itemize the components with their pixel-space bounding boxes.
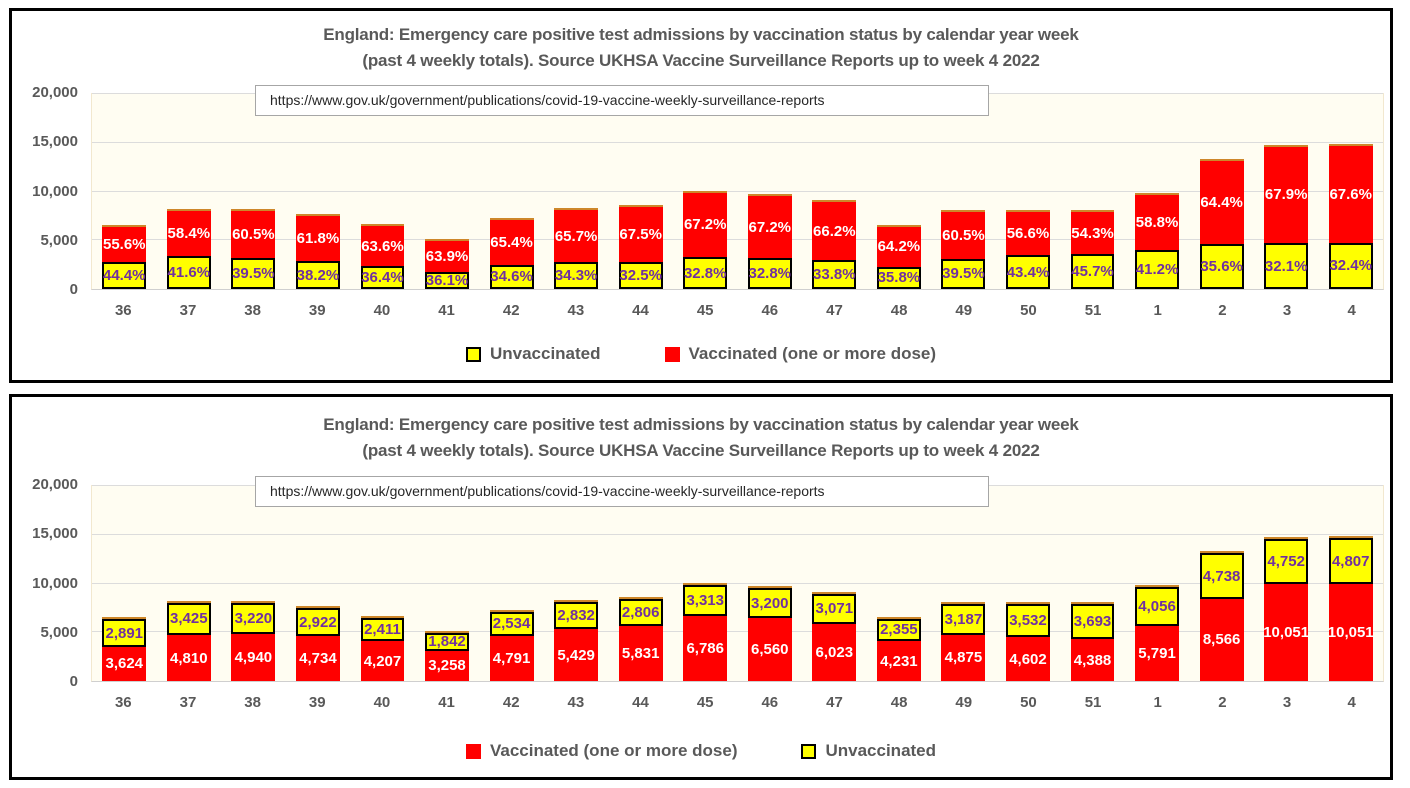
bar-week-42 — [490, 218, 534, 289]
bar-week-39 — [296, 214, 340, 289]
segment-vaccinated — [490, 636, 534, 681]
y-tick-label: 15,000 — [32, 525, 78, 543]
bar-label: 44.4% — [102, 266, 146, 284]
bar-label: 60.5% — [232, 226, 275, 244]
segment-vaccinated — [683, 616, 727, 681]
legend-item-vaccinated — [466, 741, 738, 761]
plot-area — [91, 485, 1384, 682]
segment-vaccinated — [1006, 212, 1050, 256]
bar-label: 63.6% — [361, 237, 404, 255]
x-tick-label: 45 — [696, 694, 714, 711]
bar-week-49 — [941, 602, 985, 681]
bar-label: 32.1% — [1264, 257, 1308, 275]
bar-label: 39.5% — [232, 265, 275, 283]
bar-week-50 — [1006, 210, 1050, 289]
segment-vaccinated — [361, 226, 405, 266]
x-axis — [91, 694, 1384, 714]
bar-label: 36.4% — [361, 269, 404, 287]
segment-unvaccinated — [1006, 255, 1050, 289]
bar-label: 5,831 — [621, 644, 660, 662]
segment-vaccinated — [1200, 599, 1244, 681]
bar-label: 64.2% — [877, 238, 921, 256]
bar-week-50 — [1006, 602, 1050, 681]
bar-label: 54.3% — [1071, 224, 1114, 242]
bar-label: 67.2% — [683, 216, 727, 234]
x-tick-label: 50 — [1020, 694, 1037, 711]
segment-unvaccinated — [425, 272, 469, 289]
y-tick-label: 10,000 — [32, 182, 78, 200]
gridline — [92, 631, 1383, 632]
bar-label: 45.7% — [1071, 262, 1114, 280]
bar-label: 6,786 — [686, 640, 724, 658]
y-tick-label: 5,000 — [40, 623, 78, 641]
segment-vaccinated — [554, 210, 598, 262]
segment-vaccinated — [167, 211, 211, 257]
segment-vaccinated — [231, 634, 275, 681]
segment-unvaccinated — [1135, 587, 1179, 626]
x-tick-label: 38 — [244, 302, 261, 319]
chart-title-line1: England: Emergency care positive test admissions by vaccination status by calendar year week — [323, 415, 1079, 434]
gridline — [92, 583, 1383, 584]
bar-week-36 — [102, 617, 146, 681]
segment-vaccinated — [812, 202, 856, 259]
legend-item-vaccinated — [665, 344, 937, 364]
segment-vaccinated — [167, 635, 211, 681]
legend-label: Vaccinated (one or more dose) — [688, 344, 937, 363]
bar-week-41 — [425, 631, 469, 681]
legend-swatch — [801, 744, 816, 759]
x-tick-label: 46 — [761, 302, 779, 319]
chart-title-line2: (past 4 weekly totals). Source UKHSA Vaccine Surveillance Reports up to week 4 2022 — [362, 441, 1040, 461]
segment-unvaccinated — [877, 267, 921, 289]
source-url-box: https://www.gov.uk/government/publications/covid-19-vaccine-weekly-surveillance-reports — [255, 476, 989, 507]
bar-label: 10,051 — [1263, 624, 1310, 642]
bar-week-48 — [877, 225, 921, 289]
segment-unvaccinated — [1071, 254, 1115, 289]
bar-label: 5,791 — [1138, 644, 1176, 662]
bar-week-36 — [102, 225, 146, 289]
segment-vaccinated — [231, 211, 275, 258]
legend-item-unvaccinated — [801, 741, 936, 761]
bar-label: 4,807 — [1331, 552, 1370, 570]
bar-week-46 — [748, 586, 792, 681]
bar-label: 3,624 — [105, 655, 144, 673]
segment-vaccinated — [619, 626, 663, 681]
y-tick-label: 15,000 — [32, 133, 78, 151]
segment-vaccinated — [812, 624, 856, 681]
legend-swatch — [466, 744, 481, 759]
x-tick-label: 42 — [502, 694, 520, 711]
bar-label: 2,534 — [492, 615, 531, 633]
bar-label: 4,734 — [299, 650, 337, 668]
bar-week-44 — [619, 597, 663, 681]
segment-vaccinated — [296, 636, 340, 681]
bar-label: 64.4% — [1200, 193, 1243, 211]
segment-unvaccinated — [296, 261, 340, 289]
x-tick-label: 39 — [308, 694, 326, 711]
bar-label: 34.3% — [554, 267, 598, 285]
bar-label: 36.1% — [425, 271, 469, 289]
bar-week-44 — [619, 205, 663, 289]
x-tick-label: 43 — [567, 302, 585, 319]
segment-vaccinated — [748, 618, 792, 681]
bar-label: 34.6% — [490, 268, 533, 286]
segment-unvaccinated — [941, 259, 985, 289]
bar-label: 3,313 — [686, 591, 724, 609]
chart-title-line1: England: Emergency care positive test admissions by vaccination status by calendar year week — [323, 25, 1079, 44]
gridline — [92, 142, 1383, 143]
bar-week-43 — [554, 600, 598, 681]
bar-label: 3,071 — [815, 600, 854, 618]
bar-label: 58.4% — [167, 225, 211, 243]
segment-unvaccinated — [361, 266, 405, 289]
segment-vaccinated — [361, 641, 405, 681]
bar-week-40 — [361, 616, 405, 681]
bar-week-45 — [683, 583, 727, 681]
bar-label: 3,258 — [428, 657, 466, 675]
segment-vaccinated — [102, 647, 146, 681]
y-tick-label: 5,000 — [40, 231, 78, 249]
segment-vaccinated — [296, 216, 340, 261]
x-tick-label: 40 — [373, 302, 391, 319]
segment-unvaccinated — [1329, 538, 1373, 584]
y-tick-label: 0 — [69, 673, 78, 690]
x-tick-label: 3 — [1282, 302, 1292, 319]
bar-label: 32.4% — [1329, 257, 1372, 275]
plot-area — [91, 93, 1384, 290]
x-tick-label: 40 — [373, 694, 391, 711]
bar-label: 4,207 — [363, 652, 402, 670]
segment-unvaccinated — [748, 258, 792, 289]
segment-vaccinated — [425, 241, 469, 271]
bar-label: 4,056 — [1138, 597, 1176, 615]
bar-week-47 — [812, 200, 856, 289]
x-tick-label: 1 — [1153, 302, 1162, 319]
bar-label: 66.2% — [813, 222, 856, 240]
segment-vaccinated — [1135, 195, 1179, 250]
bar-label: 41.6% — [167, 264, 211, 282]
x-tick-label: 3 — [1282, 694, 1292, 711]
segment-unvaccinated — [1329, 243, 1373, 289]
bar-label: 56.6% — [1006, 225, 1050, 243]
bar-label: 1,842 — [428, 633, 466, 651]
bar-label: 2,806 — [621, 603, 660, 621]
bar-label: 2,832 — [557, 607, 595, 625]
segment-unvaccinated — [490, 612, 534, 636]
bar-label: 67.5% — [619, 226, 662, 244]
bar-label: 3,425 — [170, 610, 208, 628]
segment-vaccinated — [877, 227, 921, 267]
y-tick-label: 20,000 — [32, 476, 78, 493]
bar-label: 67.9% — [1264, 186, 1308, 204]
y-axis — [12, 476, 84, 690]
bar-label: 4,738 — [1202, 567, 1241, 585]
bar-label: 3,220 — [234, 610, 273, 628]
bar-label: 61.8% — [296, 230, 340, 248]
bar-label: 3,187 — [944, 611, 983, 629]
x-tick-label: 44 — [632, 694, 649, 711]
x-tick-label: 2 — [1218, 694, 1227, 711]
bar-week-39 — [296, 606, 340, 681]
segment-vaccinated — [1071, 639, 1115, 681]
bar-label: 58.8% — [1135, 214, 1179, 232]
segment-vaccinated — [554, 629, 598, 681]
x-tick-label: 37 — [179, 694, 197, 711]
bar-week-37 — [167, 209, 211, 289]
segment-unvaccinated — [102, 619, 146, 646]
segment-vaccinated — [941, 635, 985, 681]
bar-label: 32.8% — [683, 264, 727, 282]
bar-label: 4,231 — [880, 652, 918, 670]
segment-unvaccinated — [1135, 250, 1179, 289]
segment-vaccinated — [1264, 584, 1308, 681]
bar-week-45 — [683, 191, 727, 289]
x-tick-label: 46 — [761, 694, 779, 711]
segment-unvaccinated — [941, 604, 985, 634]
segment-vaccinated — [683, 193, 727, 258]
chart-panel-percentages — [9, 8, 1393, 383]
segment-vaccinated — [1071, 212, 1115, 254]
bar-label: 63.9% — [425, 248, 469, 266]
segment-unvaccinated — [1264, 243, 1308, 289]
bar-label: 41.2% — [1135, 261, 1179, 279]
chart-title — [12, 397, 1390, 465]
segment-unvaccinated — [1006, 604, 1050, 638]
bar-label: 4,791 — [492, 649, 531, 667]
x-tick-label: 45 — [696, 302, 714, 319]
bar-label: 4,388 — [1073, 651, 1112, 669]
bar-week-3 — [1264, 145, 1308, 289]
bar-label: 2,411 — [364, 621, 401, 639]
bar-label: 38.2% — [296, 266, 340, 284]
y-tick-label: 20,000 — [32, 84, 78, 101]
x-tick-label: 2 — [1218, 302, 1227, 319]
segment-vaccinated — [425, 651, 469, 681]
bar-label: 6,560 — [750, 641, 789, 659]
segment-unvaccinated — [619, 599, 663, 626]
bar-week-48 — [877, 617, 921, 681]
x-tick-label: 47 — [826, 302, 843, 319]
x-tick-label: 49 — [955, 694, 973, 711]
bar-week-46 — [748, 194, 792, 289]
x-tick-label: 41 — [438, 694, 455, 711]
source-url-box: https://www.gov.uk/government/publications/covid-19-vaccine-weekly-surveillance-reports — [255, 85, 989, 116]
segment-vaccinated — [1135, 626, 1179, 681]
x-tick-label: 36 — [114, 694, 132, 711]
x-tick-label: 51 — [1084, 302, 1102, 319]
segment-vaccinated — [102, 227, 146, 261]
bar-label: 3,200 — [750, 594, 789, 612]
bar-week-38 — [231, 601, 275, 681]
bar-label: 65.4% — [490, 233, 533, 251]
bar-label: 39.5% — [942, 265, 985, 283]
bar-label: 35.6% — [1200, 257, 1243, 275]
bar-label: 67.6% — [1329, 185, 1372, 203]
bar-label: 67.2% — [748, 218, 792, 236]
segment-unvaccinated — [490, 265, 534, 289]
bar-label: 2,355 — [880, 621, 918, 639]
legend-item-unvaccinated — [466, 344, 601, 364]
bar-label: 10,051 — [1327, 624, 1374, 642]
bar-label: 43.4% — [1006, 263, 1050, 281]
segment-unvaccinated — [167, 256, 211, 289]
x-tick-label: 50 — [1020, 302, 1037, 319]
segment-vaccinated — [1006, 637, 1050, 681]
gridline — [92, 534, 1383, 535]
segment-unvaccinated — [361, 618, 405, 641]
legend-label: Unvaccinated — [489, 344, 601, 363]
bar-label: 4,752 — [1267, 553, 1305, 571]
bar-label: 5,429 — [557, 646, 595, 664]
bar-label: 2,922 — [299, 613, 337, 631]
bar-week-37 — [167, 601, 211, 681]
chart-title — [12, 11, 1390, 75]
segment-unvaccinated — [296, 608, 340, 636]
bar-label: 33.8% — [813, 265, 856, 283]
segment-unvaccinated — [619, 262, 663, 289]
segment-unvaccinated — [554, 262, 598, 289]
bar-label: 32.8% — [748, 265, 792, 283]
segment-unvaccinated — [683, 585, 727, 617]
gridline — [92, 191, 1383, 192]
bar-label: 4,810 — [170, 649, 208, 667]
bar-week-1 — [1135, 585, 1179, 681]
y-axis — [12, 84, 84, 298]
x-tick-label: 41 — [438, 302, 455, 319]
bar-label: 35.8% — [877, 269, 921, 287]
bar-week-2 — [1200, 551, 1244, 681]
legend-label: Unvaccinated — [825, 741, 937, 760]
bar-week-38 — [231, 209, 275, 289]
bar-week-41 — [425, 239, 469, 289]
segment-unvaccinated — [877, 619, 921, 641]
x-tick-label: 44 — [632, 302, 649, 319]
x-tick-label: 39 — [308, 302, 326, 319]
x-axis — [91, 302, 1384, 322]
bar-week-49 — [941, 210, 985, 289]
segment-unvaccinated — [1200, 553, 1244, 598]
bar-week-51 — [1071, 602, 1115, 681]
x-tick-label: 1 — [1153, 694, 1162, 711]
x-tick-label: 49 — [955, 302, 973, 319]
x-tick-label: 42 — [502, 302, 520, 319]
x-tick-label: 4 — [1347, 302, 1356, 319]
legend — [12, 344, 1390, 364]
segment-vaccinated — [877, 641, 921, 681]
bar-week-43 — [554, 208, 598, 289]
gridline — [92, 239, 1383, 240]
x-tick-label: 47 — [826, 694, 843, 711]
segment-unvaccinated — [1071, 604, 1115, 639]
x-tick-label: 37 — [179, 302, 197, 319]
x-tick-label: 43 — [567, 694, 585, 711]
segment-unvaccinated — [231, 603, 275, 634]
bar-week-1 — [1135, 193, 1179, 289]
legend — [12, 741, 1390, 761]
bar-week-4 — [1329, 536, 1373, 681]
bar-label: 3,693 — [1073, 613, 1112, 631]
legend-swatch — [665, 347, 680, 362]
x-tick-label: 36 — [114, 302, 132, 319]
bar-label: 55.6% — [102, 236, 146, 254]
x-tick-label: 4 — [1347, 694, 1356, 711]
bar-week-3 — [1264, 537, 1308, 681]
segment-vaccinated — [748, 196, 792, 259]
bar-week-40 — [361, 224, 405, 289]
segment-vaccinated — [1200, 161, 1244, 243]
bar-week-2 — [1200, 159, 1244, 289]
segment-vaccinated — [619, 207, 663, 262]
segment-unvaccinated — [102, 262, 146, 289]
legend-label: Vaccinated (one or more dose) — [489, 741, 738, 760]
y-tick-label: 10,000 — [32, 574, 78, 592]
segment-vaccinated — [1329, 146, 1373, 243]
segment-unvaccinated — [1200, 244, 1244, 289]
segment-vaccinated — [1329, 584, 1373, 681]
segment-unvaccinated — [554, 602, 598, 629]
bar-label: 4,940 — [234, 649, 273, 667]
chart-panel-counts — [9, 394, 1393, 780]
segment-unvaccinated — [1264, 539, 1308, 585]
bar-label: 6,023 — [815, 643, 854, 661]
y-tick-label: 0 — [69, 281, 78, 298]
x-tick-label: 48 — [890, 302, 908, 319]
segment-vaccinated — [941, 212, 985, 258]
bar-label: 3,532 — [1009, 611, 1047, 629]
bar-week-47 — [812, 592, 856, 681]
bar-label: 2,891 — [105, 624, 144, 642]
segment-unvaccinated — [812, 260, 856, 289]
segment-unvaccinated — [812, 594, 856, 623]
bar-label: 4,602 — [1009, 650, 1047, 668]
segment-unvaccinated — [683, 257, 727, 289]
legend-swatch — [466, 347, 481, 362]
bar-label: 32.5% — [619, 267, 662, 285]
bar-week-4 — [1329, 144, 1373, 289]
segment-unvaccinated — [748, 588, 792, 619]
bar-label: 60.5% — [942, 227, 985, 245]
chart-title-line2: (past 4 weekly totals). Source UKHSA Vaccine Surveillance Reports up to week 4 2022 — [362, 51, 1040, 71]
bar-label: 8,566 — [1202, 631, 1241, 649]
bar-week-42 — [490, 610, 534, 681]
segment-unvaccinated — [167, 603, 211, 636]
x-tick-label: 51 — [1084, 694, 1102, 711]
x-tick-label: 38 — [244, 694, 261, 711]
bar-label: 4,875 — [944, 649, 983, 667]
bar-label: 65.7% — [554, 227, 598, 245]
x-tick-label: 48 — [890, 694, 908, 711]
segment-unvaccinated — [425, 633, 469, 650]
segment-unvaccinated — [231, 258, 275, 289]
segment-vaccinated — [1264, 147, 1308, 244]
bar-week-51 — [1071, 210, 1115, 289]
segment-vaccinated — [490, 220, 534, 265]
